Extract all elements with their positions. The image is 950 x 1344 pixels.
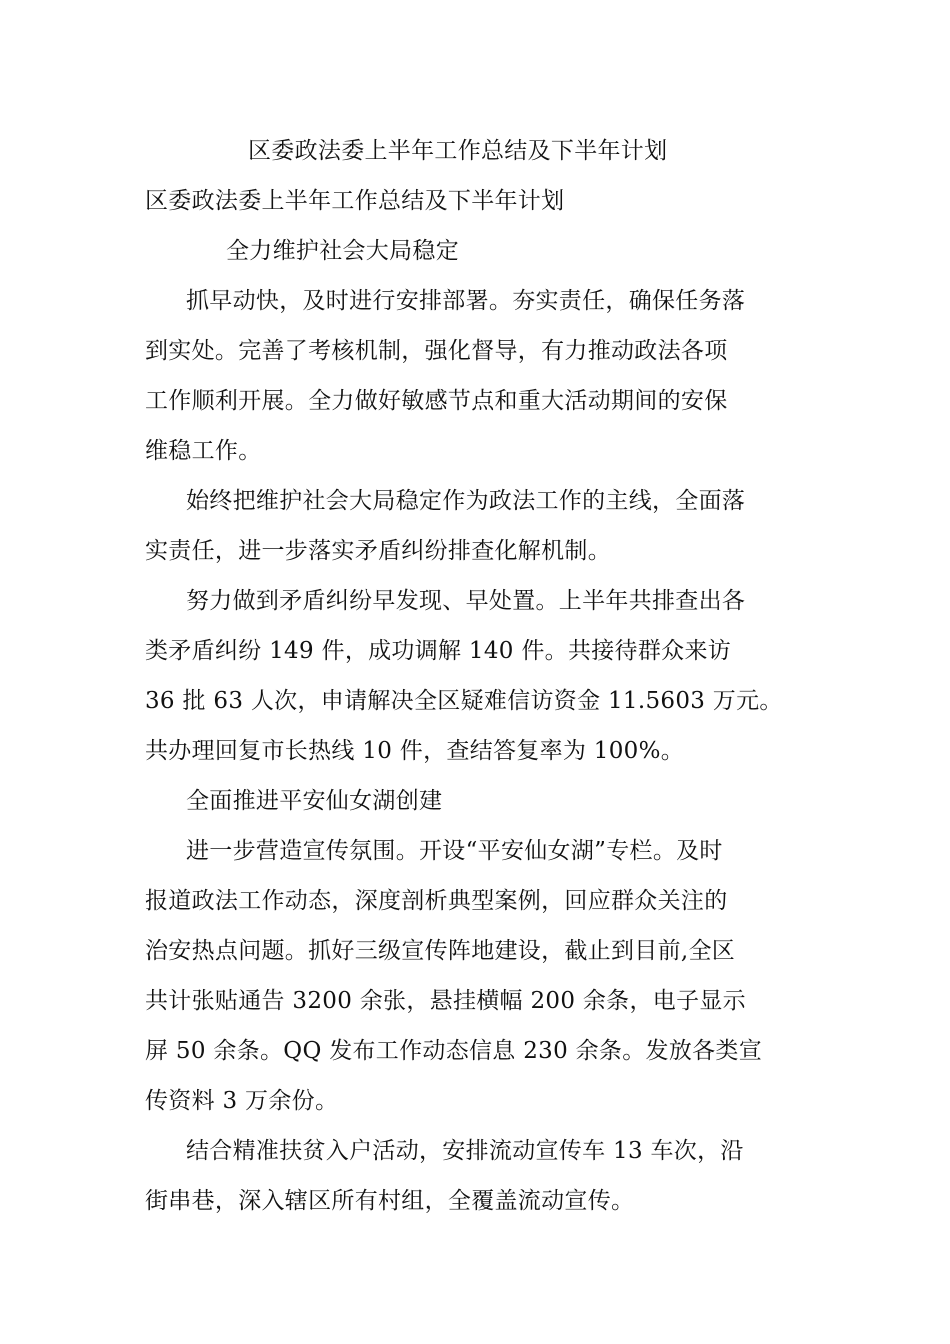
document-title: 区委政法委上半年工作总结及下半年计划 bbox=[248, 138, 668, 164]
paragraph-line: 抓早动快，及时进行安排部署。夯实责任，确保任务落 bbox=[186, 288, 746, 314]
section-heading: 全力维护社会大局稳定 bbox=[226, 238, 459, 264]
paragraph-line: 工作顺利开展。全力做好敏感节点和重大活动期间的安保 bbox=[145, 388, 728, 414]
paragraph-line: 进一步营造宣传氛围。开设“平安仙女湖”专栏。及时 bbox=[186, 838, 723, 864]
paragraph-line: 传资料 3 万余份。 bbox=[145, 1088, 339, 1114]
paragraph-line: 屏 50 余条。QQ 发布工作动态信息 230 余条。发放各类宣 bbox=[145, 1038, 763, 1064]
paragraph-line: 治安热点问题。抓好三级宣传阵地建设，截止到目前,全区 bbox=[145, 938, 736, 964]
paragraph-line: 维稳工作。 bbox=[145, 438, 262, 464]
section-heading: 全面推进平安仙女湖创建 bbox=[186, 788, 443, 814]
paragraph-line: 到实处。完善了考核机制，强化督导，有力推动政法各项 bbox=[145, 338, 728, 364]
paragraph-line: 结合精准扶贫入户活动，安排流动宣传车 13 车次，沿 bbox=[186, 1138, 744, 1164]
paragraph-line: 共办理回复市长热线 10 件，查结答复率为 100%。 bbox=[145, 738, 685, 764]
paragraph-line: 实责任，进一步落实矛盾纠纷排查化解机制。 bbox=[145, 538, 611, 564]
paragraph-line: 类矛盾纠纷 149 件，成功调解 140 件。共接待群众来访 bbox=[145, 638, 732, 664]
document-subtitle: 区委政法委上半年工作总结及下半年计划 bbox=[145, 188, 565, 214]
paragraph-line: 努力做到矛盾纠纷早发现、早处置。上半年共排查出各 bbox=[186, 588, 746, 614]
paragraph-line: 街串巷，深入辖区所有村组，全覆盖流动宣传。 bbox=[145, 1188, 635, 1214]
paragraph-line: 共计张贴通告 3200 余张，悬挂横幅 200 余条，电子显示 bbox=[145, 988, 746, 1014]
paragraph-line: 报道政法工作动态，深度剖析典型案例，回应群众关注的 bbox=[145, 888, 728, 914]
paragraph-line: 36 批 63 人次，申请解决全区疑难信访资金 11.5603 万元。 bbox=[145, 688, 783, 714]
paragraph-line: 始终把维护社会大局稳定作为政法工作的主线，全面落 bbox=[186, 488, 746, 514]
